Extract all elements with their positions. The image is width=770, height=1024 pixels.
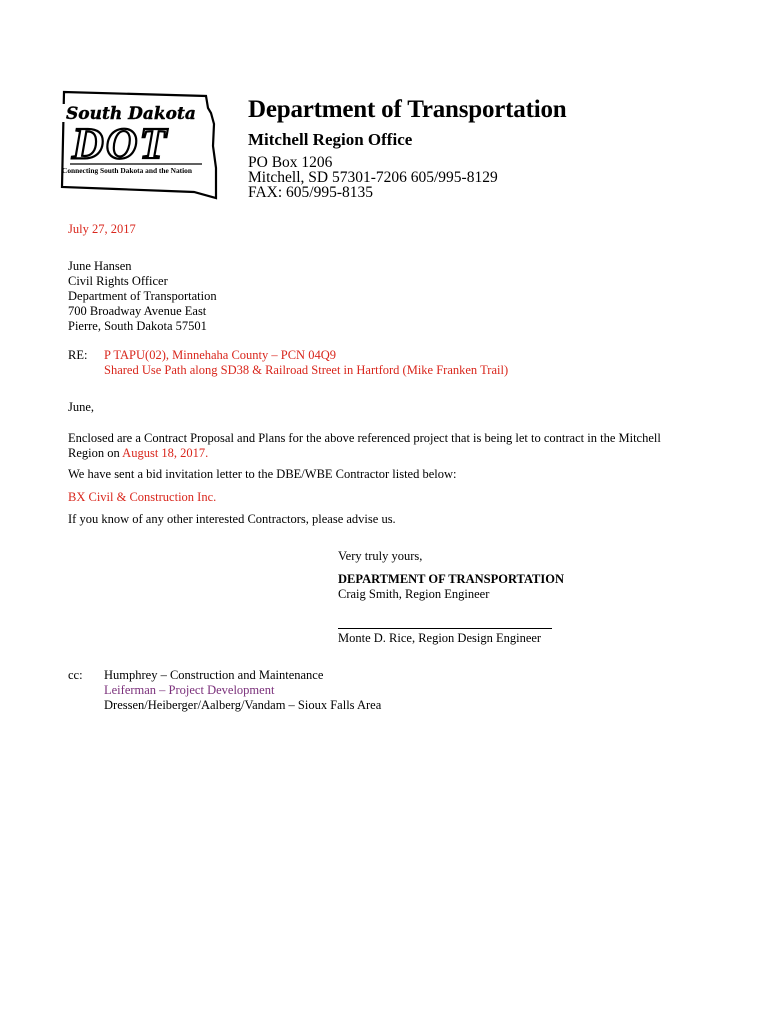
cc-item: Leiferman – Project Development: [104, 683, 275, 697]
cc-label: cc:: [68, 668, 83, 682]
sd-dot-logo: [56, 86, 222, 204]
logo-dot-text: DOT: [72, 119, 169, 168]
region-office-name: Mitchell Region Office: [248, 130, 413, 149]
re-project-line: P TAPU(02), Minnehaha County – PCN 04Q9: [104, 348, 336, 362]
re-label: RE:: [68, 348, 88, 362]
recipient-city: Pierre, South Dakota 57501: [68, 319, 207, 333]
po-box: PO Box 1206: [248, 154, 333, 171]
letter-date: July 27, 2017: [68, 222, 136, 236]
signature-name: Craig Smith, Region Engineer: [338, 587, 490, 601]
paragraph-1-line-2: [68, 446, 208, 461]
recipient-department: Department of Transportation: [68, 289, 217, 303]
paragraph-1-line-1: Enclosed are a Contract Proposal and Plans for the above referenced project that is being let to contract in the Mitchell: [68, 431, 661, 445]
paragraph-1-prefix: Region on: [68, 446, 123, 460]
closing: Very truly yours,: [338, 549, 423, 563]
letting-date: August 18, 2017.: [122, 446, 209, 460]
salutation: June,: [68, 400, 95, 414]
city-phone-line: Mitchell, SD 57301-7206 605/995-8129: [248, 169, 498, 186]
contractor-name: BX Civil & Construction Inc.: [68, 490, 217, 504]
recipient-street: 700 Broadway Avenue East: [68, 304, 207, 318]
department-title: Department of Transportation: [248, 96, 567, 123]
paragraph-2: We have sent a bid invitation letter to the DBE/WBE Contractor listed below:: [68, 467, 457, 481]
recipient-name: June Hansen: [68, 259, 132, 273]
logo-script-text: South Dakota: [66, 104, 196, 124]
paragraph-3: If you know of any other interested Contractors, please advise us.: [68, 512, 396, 526]
re-description-line: Shared Use Path along SD38 & Railroad Street in Hartford (Mike Franken Trail): [104, 363, 509, 377]
fax-line: FAX: 605/995-8135: [248, 184, 374, 201]
recipient-title: Civil Rights Officer: [68, 274, 168, 288]
signature-organization: DEPARTMENT OF TRANSPORTATION: [338, 572, 564, 586]
south-dakota-state-outline-icon: [56, 86, 222, 204]
logo-tagline: Connecting South Dakota and the Nation: [62, 166, 192, 175]
cc-item: Humphrey – Construction and Maintenance: [104, 668, 324, 682]
cc-item: Dressen/Heiberger/Aalberg/Vandam – Sioux Falls Area: [104, 698, 382, 712]
signature-line: [338, 628, 552, 629]
second-signer: Monte D. Rice, Region Design Engineer: [338, 631, 542, 645]
